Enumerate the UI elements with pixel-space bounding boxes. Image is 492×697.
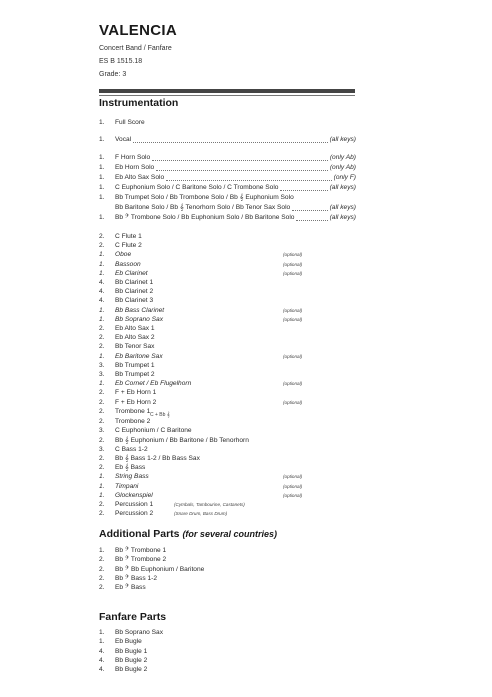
leader-dots (292, 210, 328, 211)
part-count: 1. (99, 261, 105, 268)
part-count: 1. (99, 164, 105, 171)
part-name: Timpani (115, 483, 139, 490)
additional-parts-title: Additional Parts (99, 528, 180, 540)
list-item (99, 509, 359, 519)
instrumentation-heading: Instrumentation (99, 97, 179, 109)
part-name: C Euphonium / C Baritone (115, 427, 192, 434)
part-count: 2. (99, 501, 105, 508)
part-name: Full Score (115, 119, 145, 126)
part-name: Eb 𝄢 Bass (115, 584, 146, 592)
leader-dots (152, 160, 328, 161)
part-count: 2. (99, 325, 105, 332)
part-count: 2. (99, 399, 105, 406)
part-count: 1. (99, 316, 105, 323)
optional-note: (optional) (283, 474, 303, 479)
part-count: 3. (99, 362, 105, 369)
part-name: Bb 𝄢 Bb Euphonium / Baritone (115, 565, 205, 573)
leader-dots (280, 190, 328, 191)
leader-dots (296, 220, 328, 221)
part-count: 2. (99, 437, 105, 444)
part-count: 1. (99, 629, 105, 636)
part-count: 1. (99, 307, 105, 314)
piece-title: VALENCIA (99, 22, 177, 39)
part-name: F + Eb Horn 2 (115, 399, 157, 406)
list-item (99, 407, 359, 417)
part-count: 2. (99, 233, 105, 240)
part-count: 2. (99, 389, 105, 396)
part-name: Bb Tenor Sax (115, 343, 155, 350)
part-name: Bb Clarinet 3 (115, 297, 154, 304)
part-name: Eb Alto Sax 2 (115, 334, 155, 341)
part-count: 2. (99, 418, 105, 425)
part-name: Bb Trumpet Solo / Bb Trombone Solo / Bb 𝄞 Euphonium Solo (115, 194, 294, 201)
list-item (99, 173, 356, 183)
optional-note: (optional) (283, 484, 303, 489)
leader-dots (133, 142, 328, 143)
part-count: 2. (99, 343, 105, 350)
optional-note: (optional) (283, 400, 303, 405)
part-count: 4. (99, 288, 105, 295)
list-item (99, 153, 356, 163)
divider-thin (99, 95, 355, 96)
list-item (99, 163, 356, 173)
part-name: Bb Soprano Sax (115, 316, 164, 323)
divider-thick (99, 89, 355, 93)
list-item (99, 583, 359, 593)
leader-dots (166, 180, 332, 181)
part-name: Bb Clarinet 2 (115, 288, 154, 295)
part-count: 1. (99, 184, 105, 191)
list-item (99, 342, 359, 352)
part-name: Eb 𝄞 Bass (115, 464, 146, 471)
part-name: Bb 𝄢 Trombone 2 (115, 556, 167, 564)
additional-parts-subtitle: (for several countries) (182, 529, 277, 539)
percussion-note: (Cymbals, Tambourine, Castanets) (174, 502, 245, 507)
part-count: 2. (99, 565, 105, 573)
part-count: 2. (99, 574, 105, 582)
part-name: Bb 𝄞 Euphonium / Bb Baritone / Bb Tenorhorn (115, 437, 249, 444)
list-item (99, 183, 356, 193)
keys-note: (all keys) (329, 184, 356, 191)
part-name: Oboe (115, 251, 132, 258)
list-item (99, 193, 356, 203)
part-name: Eb Cornet / Eb Flugelhorn (115, 380, 192, 387)
part-name: Bb Bugle 2 (115, 666, 148, 674)
part-count: 1. (99, 270, 105, 277)
part-count: 1. (99, 547, 105, 554)
part-count: 2. (99, 584, 105, 592)
part-name: Bb Bugle 2 (115, 656, 148, 664)
part-name: C Flute 1 (115, 233, 142, 240)
part-name: Bb Bass Clarinet (115, 307, 165, 314)
fanfare-parts-heading: Fanfare Parts (99, 611, 167, 623)
part-name: Glockenspiel (115, 492, 153, 499)
part-count: 2. (99, 510, 105, 517)
part-count: 2. (99, 334, 105, 341)
part-count: 1. (99, 251, 105, 258)
list-item (99, 388, 359, 398)
part-count: 1. (99, 353, 105, 360)
optional-note: (optional) (283, 381, 303, 386)
part-count: 4. (99, 647, 105, 655)
optional-note: (optional) (283, 317, 303, 322)
part-name: Bb Baritone Solo / Bb 𝄞 Tenorhorn Solo / Bb Tenor Sax Solo (115, 204, 291, 211)
list-item (99, 250, 359, 260)
part-count: 2. (99, 455, 105, 462)
grade-text: Grade: 3 (99, 71, 127, 78)
part-count: 4. (99, 279, 105, 286)
part-count: 1. (99, 492, 105, 499)
part-name: Vocal (115, 136, 132, 143)
part-name: Eb Baritone Sax (115, 353, 163, 360)
list-item (99, 213, 356, 223)
part-count: 3. (99, 427, 105, 434)
part-name: Bb 𝄢 Bass 1-2 (115, 574, 157, 582)
part-name: Percussion 1 (115, 501, 154, 508)
part-count: 4. (99, 656, 105, 664)
part-name: F + Eb Horn 1 (115, 389, 157, 396)
part-name: Trombone 2 (115, 418, 151, 425)
part-name: Eb Clarinet (115, 270, 148, 277)
optional-note: (optional) (283, 252, 303, 257)
part-count: 4. (99, 297, 105, 304)
part-name: Bb 𝄞 Bass 1-2 / Bb Bass Sax (115, 455, 200, 462)
part-count: 2. (99, 408, 105, 415)
part-name: F Horn Solo (115, 154, 151, 161)
keys-note: (only Ab) (329, 154, 356, 161)
part-name: Bassoon (115, 261, 141, 268)
part-count: 1. (99, 483, 105, 490)
part-name: Eb Alto Sax 1 (115, 325, 155, 332)
part-count: 4. (99, 666, 105, 674)
part-name: Bb 𝄢 Trombone 1 (115, 547, 167, 554)
list-item (99, 665, 359, 675)
list-item (99, 426, 359, 436)
list-item (99, 472, 359, 482)
keys-note: (all keys) (329, 204, 356, 211)
trombone-brace-note: C + Bb 𝄞 (150, 412, 170, 418)
part-count: 2. (99, 464, 105, 471)
part-name: Bb Trumpet 1 (115, 362, 155, 369)
optional-note: (optional) (283, 262, 303, 267)
part-name: Bb 𝄢 Trombone Solo / Bb Euphonium Solo / Bb Baritone Solo (115, 214, 295, 221)
additional-parts-heading (99, 528, 277, 540)
list-item (99, 296, 359, 306)
list-item (99, 135, 356, 145)
part-count: 1. (99, 154, 105, 161)
part-count: 1. (99, 136, 105, 143)
optional-note: (optional) (283, 308, 303, 313)
list-item (99, 118, 356, 128)
optional-note: (optional) (283, 354, 303, 359)
optional-note: (optional) (283, 271, 303, 276)
part-name: Trombone 1 (115, 408, 151, 415)
part-name: Eb Horn Solo (115, 164, 155, 171)
optional-note: (optional) (283, 493, 303, 498)
part-name: Eb Alto Sax Solo (115, 174, 165, 181)
part-count: 1. (99, 119, 105, 126)
part-count: 1. (99, 380, 105, 387)
part-count: 1. (99, 214, 105, 221)
keys-note: (all keys) (329, 214, 356, 221)
list-item (99, 203, 356, 213)
percussion-note: (Snare Drum, Bass Drum) (174, 511, 228, 516)
part-name: Percussion 2 (115, 510, 154, 517)
part-name: Bb Bugle 1 (115, 647, 148, 655)
part-count: 3. (99, 371, 105, 378)
part-name: C Flute 2 (115, 242, 142, 249)
part-name: C Euphonium Solo / C Baritone Solo / C Trombone Solo (115, 184, 279, 191)
part-count: 1. (99, 638, 105, 646)
keys-note: (all keys) (329, 136, 356, 143)
part-count: 2. (99, 242, 105, 249)
keys-note: (only Ab) (329, 164, 356, 171)
catalog-code: ES B 1515.18 (99, 58, 143, 65)
keys-note: (only F) (333, 174, 356, 181)
part-name: Bb Soprano Sax (115, 629, 164, 636)
part-count: 1. (99, 194, 105, 201)
leader-dots (156, 170, 328, 171)
part-name: String Bass (115, 473, 149, 480)
part-count: 3. (99, 446, 105, 453)
part-name: C Bass 1-2 (115, 446, 148, 453)
part-count: 1. (99, 174, 105, 181)
part-name: Bb Trumpet 2 (115, 371, 155, 378)
category-text: Concert Band / Fanfare (99, 45, 172, 52)
part-count: 2. (99, 556, 105, 564)
part-name: Bb Clarinet 1 (115, 279, 154, 286)
part-name: Eb Bugle (115, 638, 142, 646)
part-count: 1. (99, 473, 105, 480)
